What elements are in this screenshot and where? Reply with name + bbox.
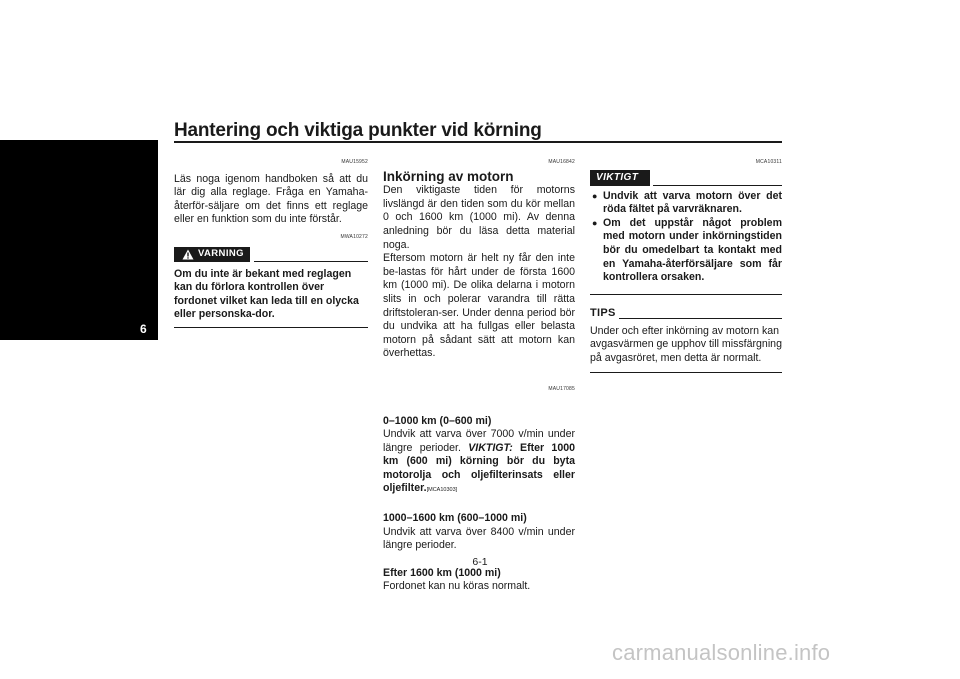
reference-code: MAU15952 [341, 159, 368, 165]
warning-badge [174, 247, 250, 262]
notice-badge: VIKTIGT [590, 170, 650, 186]
tips-text: Under och efter inkörning av motorn kan avgasvärmen ge upphov till missfärgning på avgasröret, men detta är normalt. [590, 324, 782, 365]
warning-text: Om du inte är bekant med reglagen kan du förlora kontrollen över fordonet vilket kan leda till en olycka eller personska-dor. [174, 267, 359, 321]
column-3 [590, 156, 782, 373]
phase-title: Efter 1600 km (1000 mi) [383, 566, 501, 579]
reference-code: MWA10272 [340, 233, 368, 240]
warning-end-rule [174, 327, 368, 328]
warning-triangle-icon [182, 249, 194, 260]
phase-title: 1000–1600 km (600–1000 mi) [383, 512, 527, 525]
chapter-tab [0, 140, 158, 340]
reference-code: MCA10311 [755, 159, 782, 165]
section-heading: Inkörning av motorn [383, 168, 514, 184]
notice-inline-code: [MCA10303] [426, 487, 458, 494]
intro-paragraph: Läs noga igenom handboken så att du lär dig alla reglage. Fråga en Yamaha-återför-säljare om det finns ett reglage eller en funktion som du inte förstår. [174, 172, 368, 226]
title-rule [174, 141, 782, 143]
warning-header-line [254, 261, 368, 262]
notice-header-line [653, 185, 782, 186]
notice-bullet: ● Om det uppstår något problem med motorn under inkörningstiden bör du omedelbart ta kontakt med en Yamaha-återförsäljare som får kontrollera orsaken. [590, 217, 782, 285]
notice-inline-text: Efter 1000 km (600 mi) körning bör du byta motorolja och oljefilterinsats eller oljefilter. [383, 441, 575, 495]
reference-code: MAU17085 [548, 385, 575, 392]
notice-bullet: ● Undvik att varva motorn över det röda fältet på varvräknaren. [590, 190, 782, 217]
paragraph: Den viktigaste tiden för motorns livslängd är den tiden som du kör mellan 0 och 1600 km (1000 mi). Av denna anledning bör du läsa detta material noga. [383, 184, 575, 251]
page-number: 6-1 [472, 556, 488, 568]
notice-end-rule [590, 294, 782, 296]
warning-header [174, 247, 368, 262]
chapter-number: 6 [140, 322, 147, 336]
tips-label: TIPS [590, 307, 616, 320]
reference-code: MAU16842 [548, 159, 575, 165]
tips-end-rule [590, 372, 782, 373]
tips-header [590, 307, 782, 321]
notice-header [590, 170, 782, 186]
tips-header-line [619, 318, 782, 319]
column-1 [174, 156, 368, 328]
phase-text: Undvik att varva över 8400 v/min under längre perioder. [383, 525, 575, 552]
warning-label: VARNING [198, 248, 244, 260]
column-2 [383, 156, 575, 594]
watermark: carmanualsonline.info [612, 640, 831, 665]
phase-title: 0–1000 km (0–600 mi) [383, 414, 492, 427]
phase-text [383, 428, 575, 498]
notice-inline-label: VIKTIGT: [468, 441, 513, 454]
paragraph: Eftersom motorn är helt ny får den inte be-lastas för hårt under de första 1600 km (1000 mi). De olika delarna i motorn slits in och polerar varandra till rätta driftstoleran-ser. Under denna period bör du undvika att ha fullgas eller belasta motorn på sådant sätt att motorn kan överhettas. [383, 252, 575, 360]
page-title: Hantering och viktiga punkter vid körning [174, 120, 542, 141]
phase-text: Fordonet kan nu köras normalt. [383, 580, 531, 593]
phase-text-plain: Undvik att varva över 7000 v/min under längre perioder. [383, 428, 575, 454]
notice-bullet-list [590, 190, 782, 285]
